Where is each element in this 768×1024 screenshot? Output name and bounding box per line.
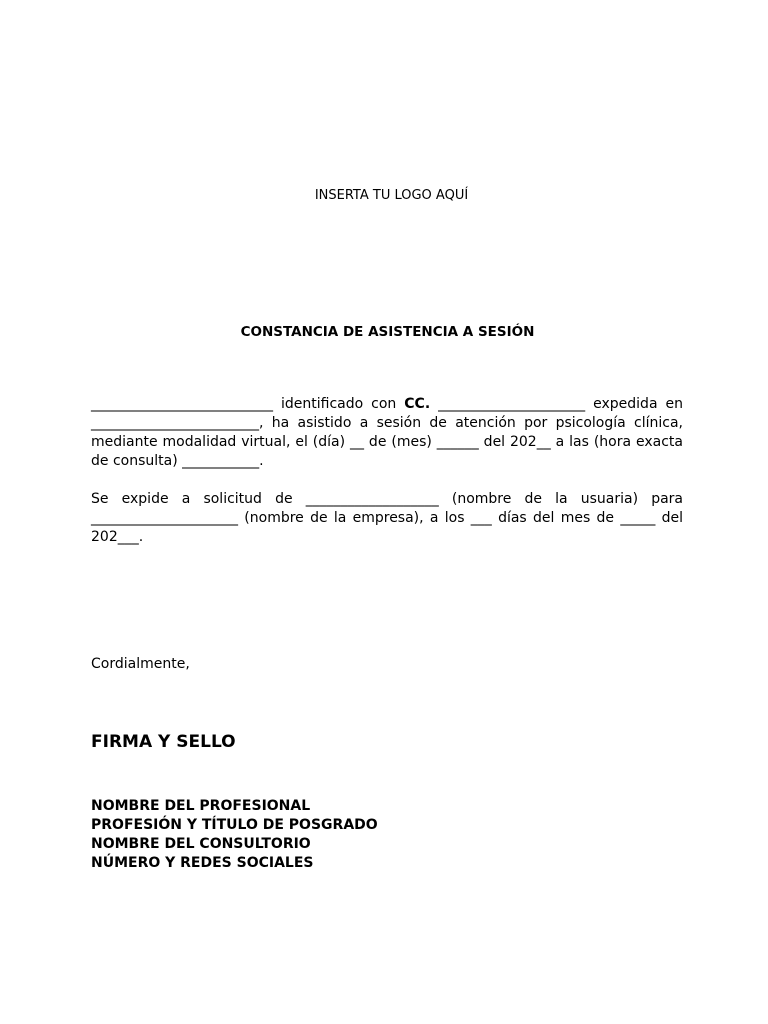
cc-label: CC. xyxy=(404,396,431,412)
name-blank: __________________________ xyxy=(91,396,273,412)
attendance-details-text: _____________________ expedida en ________________________, ha asistido a sesión de atención por psicología clínica, mediante modalidad virtual, el (día) __ de (mes) ______ del 202__ a las (hora exacta de consulta) ___________. xyxy=(91,396,683,469)
identified-text: identificado con xyxy=(273,396,405,412)
office-name: NOMBRE DEL CONSULTORIO xyxy=(91,836,311,852)
request-paragraph: Se expide a solicitud de ___________________ (nombre de la usuaria) para _____________________ (nombre de la empresa), a los ___ días del mes de _____ del 202___. xyxy=(91,491,683,545)
contact-social: NÚMERO Y REDES SOCIALES xyxy=(91,855,314,871)
attendance-paragraph xyxy=(91,395,683,471)
logo-placeholder: INSERTA TU LOGO AQUÍ xyxy=(314,188,469,203)
profession-degree: PROFESIÓN Y TÍTULO DE POSGRADO xyxy=(91,817,378,833)
document-title: CONSTANCIA DE ASISTENCIA A SESIÓN xyxy=(240,324,535,340)
signature-label: FIRMA Y SELLO xyxy=(91,732,236,752)
closing-text: Cordialmente, xyxy=(91,656,190,672)
professional-credentials xyxy=(91,797,378,873)
professional-name: NOMBRE DEL PROFESIONAL xyxy=(91,798,311,814)
